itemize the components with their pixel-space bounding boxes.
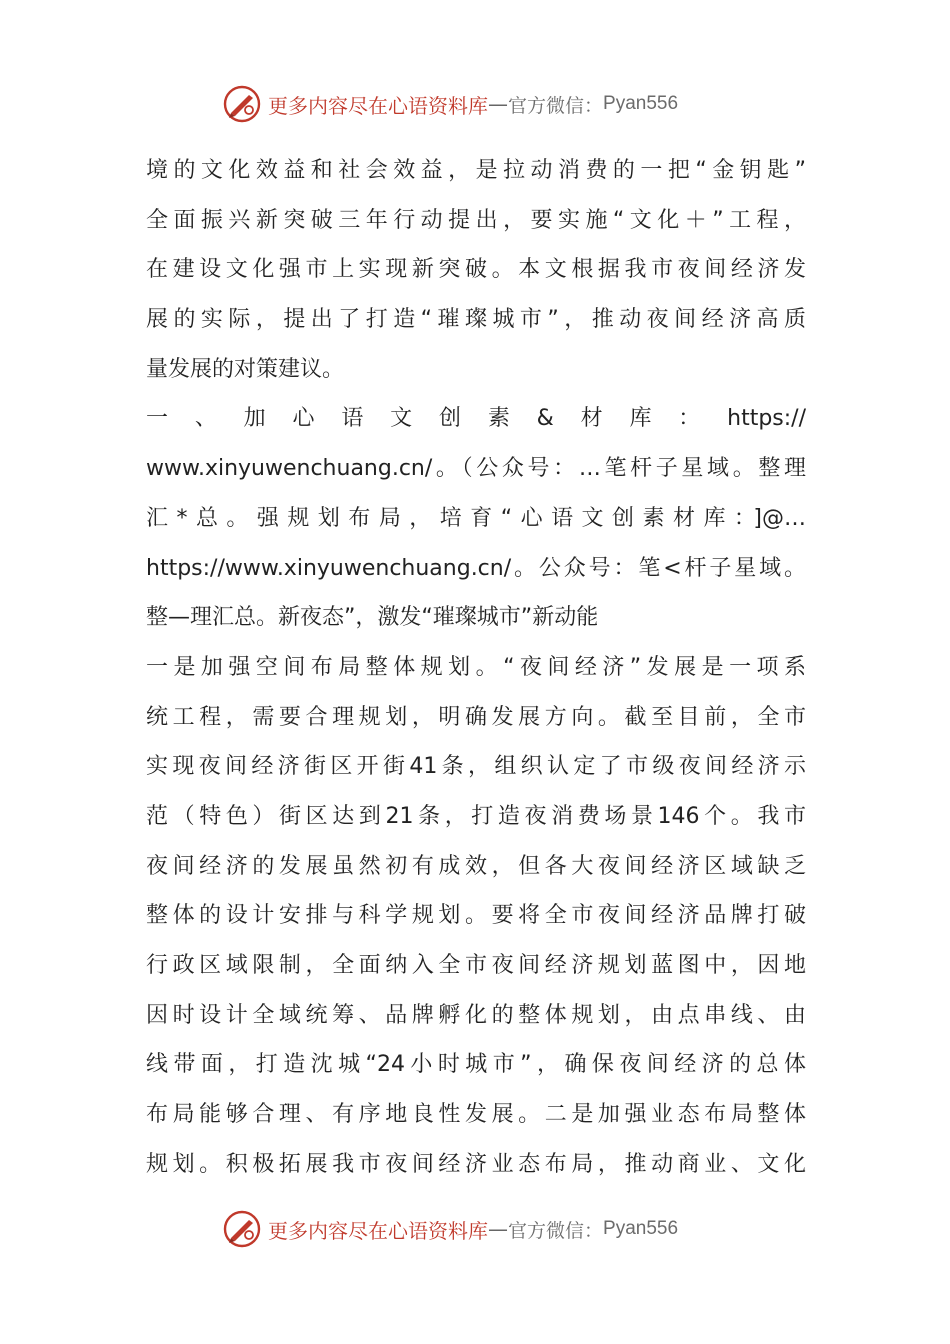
text-line: https://www.xinyuwenchuang.cn/。公众号：笔<杆子星域。 [146, 555, 806, 581]
text-line: 展的实际，提出了打造“璀璨城市”，推动夜间经济高质 [146, 307, 806, 333]
text-line: www.xinyuwenchuang.cn/。（公众号：…笔杆子星域。整理 [146, 456, 806, 482]
official-wechat-label: 官方微信： [508, 1219, 604, 1242]
text-line: 一是加强空间布局整体规划。“夜间经济”发展是一项系 [146, 654, 806, 680]
wechat-id: Pyan556 [603, 1218, 679, 1239]
text-line: 线带面，打造沈城“24小时城市”，确保夜间经济的总体 [146, 1052, 806, 1078]
text-line: 实现夜间经济街区开街41条，组织认定了市级夜间经济示 [146, 754, 806, 780]
text-line: 汇*总。强规划布局，培育“心语文创素材库：]@… [146, 505, 806, 531]
pen-seal-icon [222, 84, 262, 124]
text-line: 夜间经济的发展虽然初有成效，但各大夜间经济区域缺乏 [146, 853, 806, 879]
wechat-id: Pyan556 [603, 93, 679, 114]
official-wechat-label: 官方微信： [508, 94, 604, 117]
text-line: 全面振兴新突破三年行动提出，要实施“文化＋”工程， [146, 207, 806, 233]
footer-banner [222, 1207, 742, 1251]
text-line: 行政区域限制，全面纳入全市夜间经济规划蓝图中，因地 [146, 953, 806, 978]
text-line: 整—理汇总。新夜态”，激发“璀璨城市”新动能 [146, 605, 599, 631]
text-line: 整体的设计安排与科学规划。要将全市夜间经济品牌打破 [146, 903, 806, 929]
text-line: 范（特色）街区达到21条，打造夜消费场景146个。我市 [146, 803, 806, 829]
section-heading: 一、加心语文创素&材库：https:// [146, 406, 806, 432]
text-line: 量发展的对策建议。 [146, 356, 345, 382]
document-body [146, 146, 806, 1189]
text-line: 因时设计全域统筹、品牌孵化的整体规划，由点串线、由 [146, 1002, 806, 1028]
pen-seal-icon [222, 1209, 262, 1249]
text-line: 统工程，需要合理规划，明确发展方向。截至目前，全市 [146, 704, 806, 730]
text-line: 境的文化效益和社会效益，是拉动消费的一把“金钥匙” [146, 158, 806, 183]
header-banner [222, 82, 742, 126]
promo-text: 更多内容尽在心语资料库 [268, 93, 488, 118]
text-line: 规划。积极拓展我市夜间经济业态布局，推动商业、文化 [146, 1151, 806, 1177]
promo-text: 更多内容尽在心语资料库 [268, 1218, 488, 1243]
promo-separator: — [488, 92, 508, 116]
promo-separator: — [488, 1217, 508, 1241]
text-line: 布局能够合理、有序地良性发展。二是加强业态布局整体 [146, 1102, 806, 1128]
text-line: 在建设文化强市上实现新突破。本文根据我市夜间经济发 [146, 257, 806, 283]
